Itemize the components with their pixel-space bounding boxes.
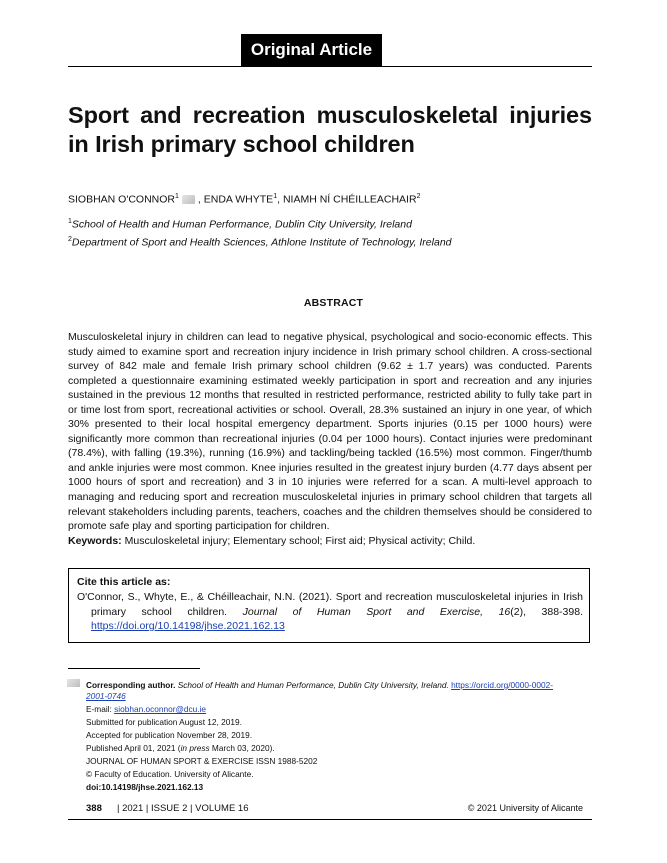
published-text: Published April 01, 2021 ( xyxy=(86,743,181,753)
in-press-date: March 03, 2020). xyxy=(209,743,275,753)
author-name: SIOBHAN O'CONNOR xyxy=(68,193,176,206)
published-date xyxy=(86,743,592,754)
author-name: ENDA WHYTE xyxy=(203,193,274,206)
email-link[interactable]: siobhan.oconnor@dcu.ie xyxy=(114,704,207,714)
citation-journal: Journal of Human Sport and Exercise, 16 xyxy=(242,605,511,618)
citation-text xyxy=(77,590,583,634)
author-affiliation-marker: 1 xyxy=(273,193,278,200)
doi-line: doi:10.14198/jhse.2021.162.13 xyxy=(86,782,204,792)
citation-issue: (2), 388-398. xyxy=(510,605,583,618)
envelope-icon[interactable] xyxy=(182,195,195,204)
article-title: Sport and recreation musculoskeletal injuries in Irish primary school children xyxy=(68,102,592,157)
keywords-text: Musculoskeletal injury; Elementary school; First aid; Physical activity; Child. xyxy=(124,534,476,547)
accepted-date: Accepted for publication November 28, 2019. xyxy=(86,730,253,740)
citation-heading: Cite this article as: xyxy=(77,576,171,588)
abstract-heading: ABSTRACT xyxy=(303,297,364,309)
submitted-date: Submitted for publication August 12, 2019. xyxy=(86,717,242,727)
affiliation-number: 2 xyxy=(68,236,72,243)
header-rule xyxy=(68,66,592,67)
affiliation-number: 1 xyxy=(68,218,72,225)
author-affiliation-marker: 1 xyxy=(175,193,179,200)
citation-doi-link[interactable]: https://doi.org/10.14198/jhse.2021.162.13 xyxy=(91,620,285,633)
orcid-link-continued[interactable]: 2001-0746 xyxy=(86,691,126,701)
footnote-rule xyxy=(68,668,200,669)
affiliation-text: School of Health and Human Performance, Dublin City University, Ireland xyxy=(71,218,412,231)
keywords-label: Keywords: xyxy=(68,534,122,547)
in-press-text: in press xyxy=(180,743,210,753)
citation-authors: O'Connor, S., Whyte, E., & Chéilleachair, N.N. (2021). Sport and recreation musculoskeletal injuries in Irish primary school children. xyxy=(77,591,583,618)
abstract-text: Musculoskeletal injury in children can lead to negative physical, psychological and socio-economic effects. This study aimed to examine sport and recreation injury incidence in Irish primary school children. A cross-sectional survey of 842 male and female Irish primary school children (9.62 ± 1.7 years) was conducted. Parents completed a questionnaire examining estimated weekly participation in sport and recreation and any injuries sustained in the previous 12 months that resulted in restricted performance, restricted ability to fully take part in or time lost from sport, recreational activities or school. Overall, 28.3% sustained an injury in one year, of which 30% presented to their local hospital emergency department. Sports injuries (0.15 per 1000 hours) were significantly more common than recreational injuries (0.04 per 1000 hours). Contact injuries were predominant (78.4%), with falling (19.3%), running (16.9%) and tackling/being tackled (16.5%) most common. Finger/thumb and ankle injuries were most common. Knee injuries resulted in the greatest injury burden (4.77 days absent per 1000 hours of sport and recreation) and 3 in 10 injuries were referred for a scan. A multi-level approach to managing and reducing sport and recreation musculoskeletal injuries in primary school children that targets all relevant stakeholders including parents, teachers, coaches and the children themselves should be considered to promote safe play and sporting participation for children. xyxy=(68,331,592,533)
orcid-link[interactable]: https://orcid.org/0000-0002- xyxy=(451,680,553,690)
affiliation-text: Department of Sport and Health Sciences, Athlone Institute of Technology, Ireland xyxy=(71,236,452,249)
author-list: SIOBHAN O'CONNOR$^1$ , ENDA WHYTE$^1$, NIAMH NÍ CHÉILLEACHAIR$^2$ xyxy=(68,193,421,206)
author-affiliation-marker: 2 xyxy=(416,193,421,200)
orcid-continued xyxy=(86,691,592,702)
author-name: NIAMH NÍ CHÉILLEACHAIR xyxy=(282,193,417,206)
affiliation-1 xyxy=(68,218,412,231)
footer-rule xyxy=(68,819,592,820)
faculty-copyright: © Faculty of Education. University of Alicante. xyxy=(86,769,254,779)
page-number: 388 xyxy=(86,803,102,814)
email-label: E-mail: xyxy=(86,704,115,714)
article-type-label: Original Article xyxy=(241,34,382,66)
journal-issn: JOURNAL OF HUMAN SPORT & EXERCISE ISSN 1988-5202 xyxy=(86,756,318,766)
corresponding-affiliation: School of Health and Human Performance, Dublin City University, Ireland. xyxy=(175,680,452,690)
corresponding-author xyxy=(86,680,592,691)
corresponding-label: Corresponding author. xyxy=(86,680,176,690)
affiliation-2 xyxy=(68,236,452,249)
footer-copyright: © 2021 University of Alicante xyxy=(467,803,583,813)
abstract-body xyxy=(68,330,592,548)
email-line xyxy=(86,704,592,715)
issue-info: | 2021 | ISSUE 2 | VOLUME 16 xyxy=(117,803,249,814)
envelope-icon xyxy=(67,679,80,687)
